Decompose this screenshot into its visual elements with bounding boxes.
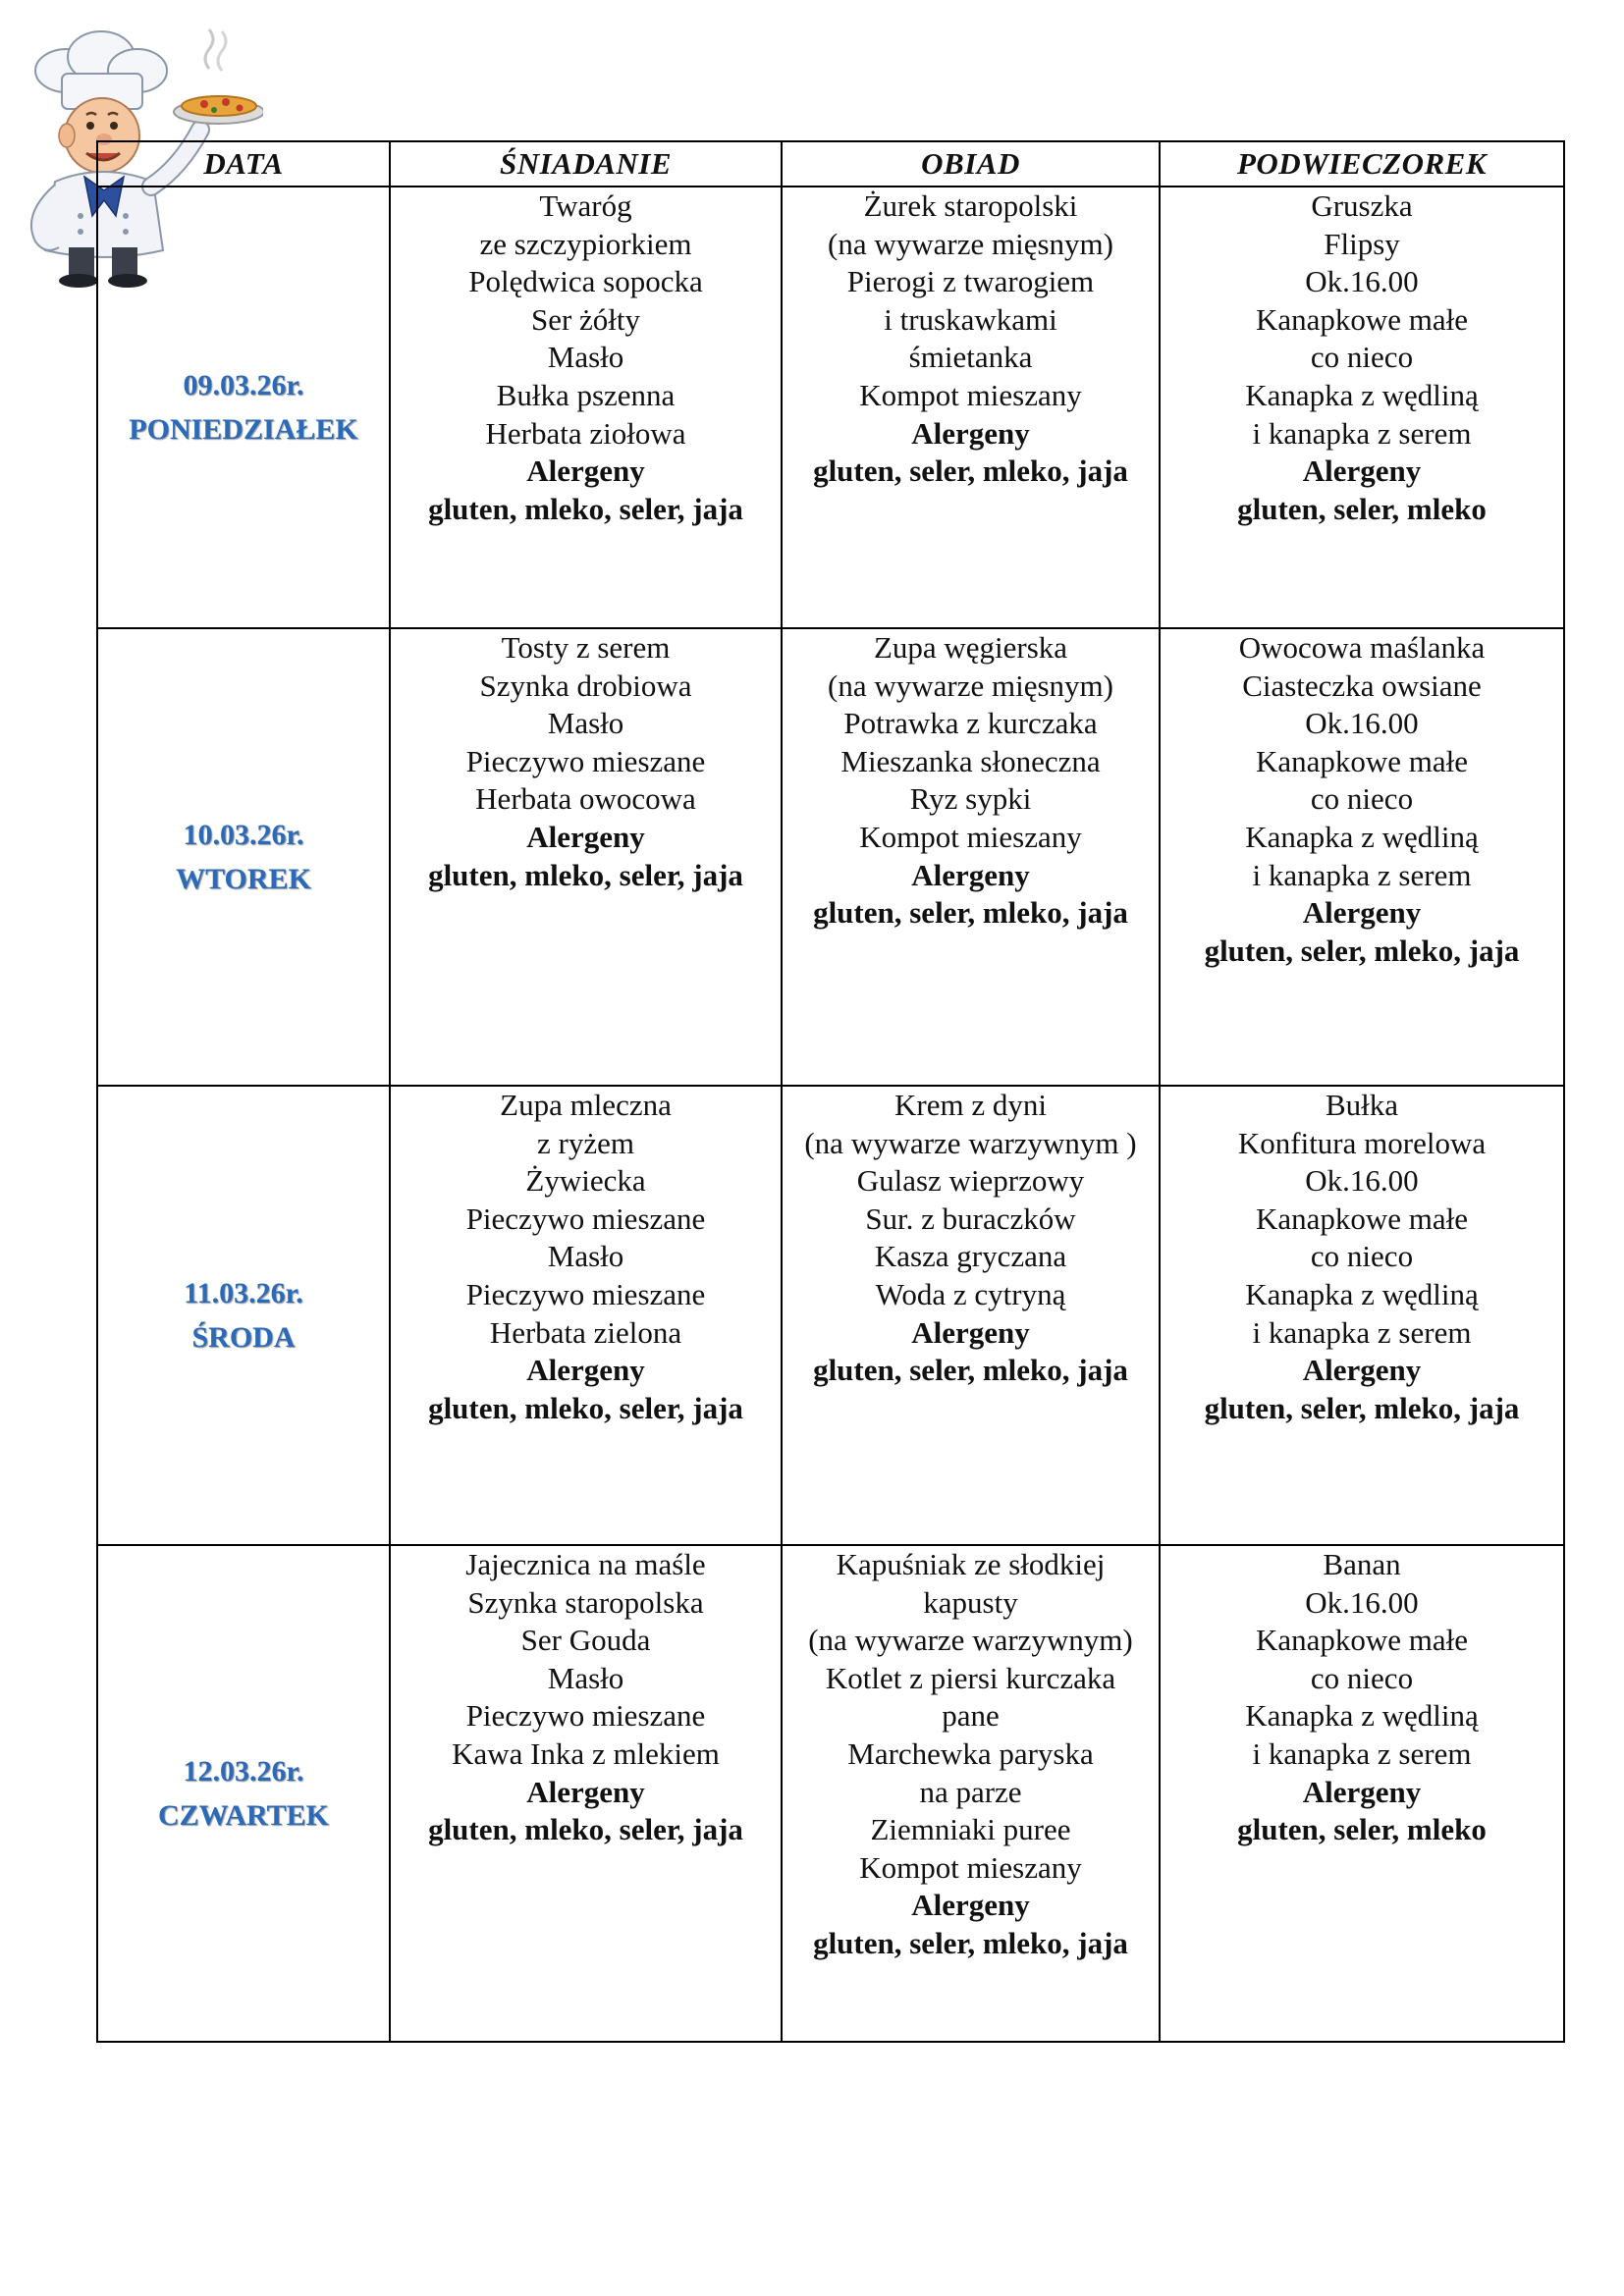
menu-item: Szynka staropolska	[467, 1584, 704, 1620]
menu-item: i truskawkami	[884, 301, 1057, 337]
menu-item: Ok.16.00	[1305, 706, 1419, 741]
menu-item: Kanapka z wędliną	[1245, 1698, 1479, 1734]
menu-item: Masło	[547, 1239, 624, 1274]
table-row	[97, 628, 1564, 1086]
menu-item: Bułka pszenna	[496, 377, 676, 412]
menu-item: Owocowa maślanka	[1238, 630, 1486, 665]
header-date: DATA	[97, 141, 390, 187]
menu-item: Herbata owocowa	[475, 781, 696, 817]
snack-cell	[1160, 628, 1564, 1086]
menu-item: Twaróg	[539, 188, 632, 223]
menu-item: Konfitura morelowa	[1237, 1125, 1487, 1160]
allergen-list: gluten, mleko, seler, jaja	[428, 491, 743, 526]
menu-item: Woda z cytryną	[875, 1276, 1066, 1311]
menu-item: Kanapkowe małe	[1255, 301, 1469, 337]
menu-item: Kompot mieszany	[859, 819, 1082, 854]
breakfast-cell	[390, 187, 782, 628]
snack-cell	[1160, 1545, 1564, 2042]
allergen-label: Alergeny	[1302, 1774, 1422, 1809]
menu-item: Mieszanka słoneczna	[840, 743, 1101, 778]
menu-item: Ok.16.00	[1305, 264, 1419, 299]
menu-item: co nieco	[1310, 1239, 1414, 1274]
allergen-list: gluten, seler, mleko, jaja	[813, 454, 1128, 489]
menu-item: Pieczywo mieszane	[465, 1276, 706, 1311]
day-weekday: CZWARTEK	[158, 1799, 329, 1832]
allergen-list: gluten, seler, mleko, jaja	[813, 1925, 1128, 1960]
menu-item: Masło	[547, 706, 624, 741]
breakfast-cell	[390, 628, 782, 1086]
allergen-label: Alergeny	[911, 1888, 1030, 1923]
menu-item: z ryżem	[537, 1125, 634, 1160]
menu-item: (na wywarze mięsnym)	[828, 667, 1113, 703]
menu-item: Herbata zielona	[489, 1314, 682, 1350]
menu-item: Polędwica sopocka	[468, 264, 703, 299]
header-lunch: OBIAD	[782, 141, 1160, 187]
menu-item: Masło	[547, 340, 624, 375]
table-row	[97, 1086, 1564, 1545]
menu-item: Marchewka paryska	[847, 1735, 1094, 1771]
snack-cell	[1160, 187, 1564, 628]
menu-item: i kanapka z serem	[1252, 415, 1472, 451]
menu-item: Gruszka	[1311, 188, 1413, 223]
allergen-list: gluten, seler, mleko, jaja	[1204, 933, 1520, 968]
allergen-list: gluten, seler, mleko	[1237, 491, 1487, 526]
menu-item: Żywiecka	[525, 1163, 646, 1199]
menu-item: Krem z dyni	[894, 1088, 1047, 1122]
allergen-list: gluten, mleko, seler, jaja	[428, 1812, 743, 1847]
menu-item: Pieczywo mieszane	[465, 743, 706, 778]
menu-item: na parze	[919, 1774, 1022, 1809]
allergen-list: gluten, seler, mleko, jaja	[813, 895, 1128, 931]
menu-item: Ryz sypki	[909, 781, 1032, 817]
menu-item: Zupa mleczna	[500, 1088, 672, 1122]
menu-item: Masło	[547, 1660, 624, 1695]
allergen-label: Alergeny	[526, 1774, 645, 1809]
day-date: 09.03.26r.	[183, 369, 304, 401]
menu-item: Pieczywo mieszane	[465, 1201, 706, 1236]
menu-item: (na wywarze mięsnym)	[828, 226, 1113, 261]
allergen-label: Alergeny	[1302, 454, 1422, 489]
day-weekday: WTOREK	[176, 863, 311, 895]
menu-item: Kompot mieszany	[859, 1849, 1082, 1885]
breakfast-cell	[390, 1545, 782, 2042]
menu-item: Pierogi z twarogiem	[846, 264, 1095, 299]
allergen-list: gluten, mleko, seler, jaja	[428, 857, 743, 892]
breakfast-cell	[390, 1086, 782, 1545]
allergen-label: Alergeny	[911, 415, 1030, 451]
lunch-cell	[782, 1545, 1160, 2042]
menu-item: Kanapkowe małe	[1255, 1623, 1469, 1658]
menu-item: Pieczywo mieszane	[465, 1698, 706, 1734]
menu-item: co nieco	[1310, 1660, 1414, 1695]
menu-item: (na wywarze warzywnym)	[808, 1623, 1133, 1658]
snack-cell	[1160, 1086, 1564, 1545]
menu-item: Kanapka z wędliną	[1245, 1276, 1479, 1311]
allergen-label: Alergeny	[1302, 895, 1422, 931]
header-snack: PODWIECZOREK	[1160, 141, 1564, 187]
menu-item: Kanapkowe małe	[1255, 1201, 1469, 1236]
date-cell	[97, 628, 390, 1086]
menu-item: i kanapka z serem	[1252, 1735, 1472, 1771]
header-breakfast: ŚNIADANIE	[390, 141, 782, 187]
lunch-cell	[782, 1086, 1160, 1545]
menu-item: Gulasz wieprzowy	[856, 1163, 1085, 1199]
menu-item: Ser Gouda	[520, 1623, 651, 1658]
menu-item: kapusty	[923, 1584, 1018, 1620]
lunch-cell	[782, 187, 1160, 628]
menu-item: Ser żółty	[530, 301, 641, 337]
menu-item: Ok.16.00	[1305, 1584, 1419, 1620]
menu-item: Banan	[1323, 1547, 1401, 1581]
menu-item: Kapuśniak ze słodkiej	[836, 1547, 1106, 1581]
menu-item: śmietanka	[908, 340, 1033, 375]
menu-item: Kotlet z piersi kurczaka	[825, 1660, 1116, 1695]
menu-item: Flipsy	[1324, 226, 1400, 261]
menu-item: Bułka	[1325, 1088, 1399, 1122]
weekly-menu-table	[96, 140, 1565, 2043]
allergen-label: Alergeny	[526, 1353, 645, 1388]
allergen-label: Alergeny	[911, 1314, 1030, 1350]
menu-item: Kanapka z wędliną	[1245, 377, 1479, 412]
menu-item: Żurek staropolski	[863, 188, 1078, 223]
menu-item: Herbata ziołowa	[485, 415, 686, 451]
date-cell	[97, 187, 390, 628]
lunch-cell	[782, 628, 1160, 1086]
menu-item: Tosty z serem	[501, 630, 671, 665]
table-row	[97, 1545, 1564, 2042]
menu-item: pane	[942, 1698, 1000, 1734]
allergen-label: Alergeny	[526, 819, 645, 854]
allergen-list: gluten, seler, mleko	[1237, 1812, 1487, 1847]
menu-item: Sur. z buraczków	[865, 1201, 1076, 1236]
day-date: 10.03.26r.	[183, 819, 304, 851]
day-date: 12.03.26r.	[183, 1755, 304, 1788]
day-weekday: ŚRODA	[191, 1321, 296, 1354]
date-cell	[97, 1086, 390, 1545]
allergen-list: gluten, seler, mleko, jaja	[813, 1353, 1128, 1388]
allergen-label: Alergeny	[911, 857, 1030, 892]
date-cell	[97, 1545, 390, 2042]
menu-item: (na wywarze warzywnym )	[804, 1125, 1137, 1160]
day-weekday: PONIEDZIAŁEK	[129, 413, 358, 446]
header-row	[97, 141, 1564, 187]
day-date: 11.03.26r.	[184, 1277, 303, 1309]
menu-item: Kanapka z wędliną	[1245, 819, 1479, 854]
menu-item: Szynka drobiowa	[479, 667, 692, 703]
menu-item: Kasza gryczana	[874, 1239, 1067, 1274]
table-row	[97, 187, 1564, 628]
allergen-label: Alergeny	[526, 454, 645, 489]
menu-item: Potrawka z kurczaka	[843, 706, 1098, 741]
menu-item: Ok.16.00	[1305, 1163, 1419, 1199]
menu-item: Zupa węgierska	[873, 630, 1068, 665]
menu-item: Ciasteczka owsiane	[1242, 667, 1482, 703]
menu-item: co nieco	[1310, 781, 1414, 817]
menu-item: i kanapka z serem	[1252, 1314, 1472, 1350]
menu-item: Kawa Inka z mlekiem	[452, 1735, 720, 1771]
menu-item: ze szczypiorkiem	[479, 226, 692, 261]
allergen-label: Alergeny	[1302, 1353, 1422, 1388]
allergen-list: gluten, mleko, seler, jaja	[428, 1390, 743, 1425]
menu-item: Ziemniaki puree	[870, 1812, 1071, 1847]
menu-item: Jajecznica na maśle	[465, 1547, 706, 1581]
menu-item: co nieco	[1310, 340, 1414, 375]
allergen-list: gluten, seler, mleko, jaja	[1204, 1390, 1520, 1425]
menu-item: i kanapka z serem	[1252, 857, 1472, 892]
menu-item: Kanapkowe małe	[1255, 743, 1469, 778]
menu-item: Kompot mieszany	[859, 377, 1082, 412]
